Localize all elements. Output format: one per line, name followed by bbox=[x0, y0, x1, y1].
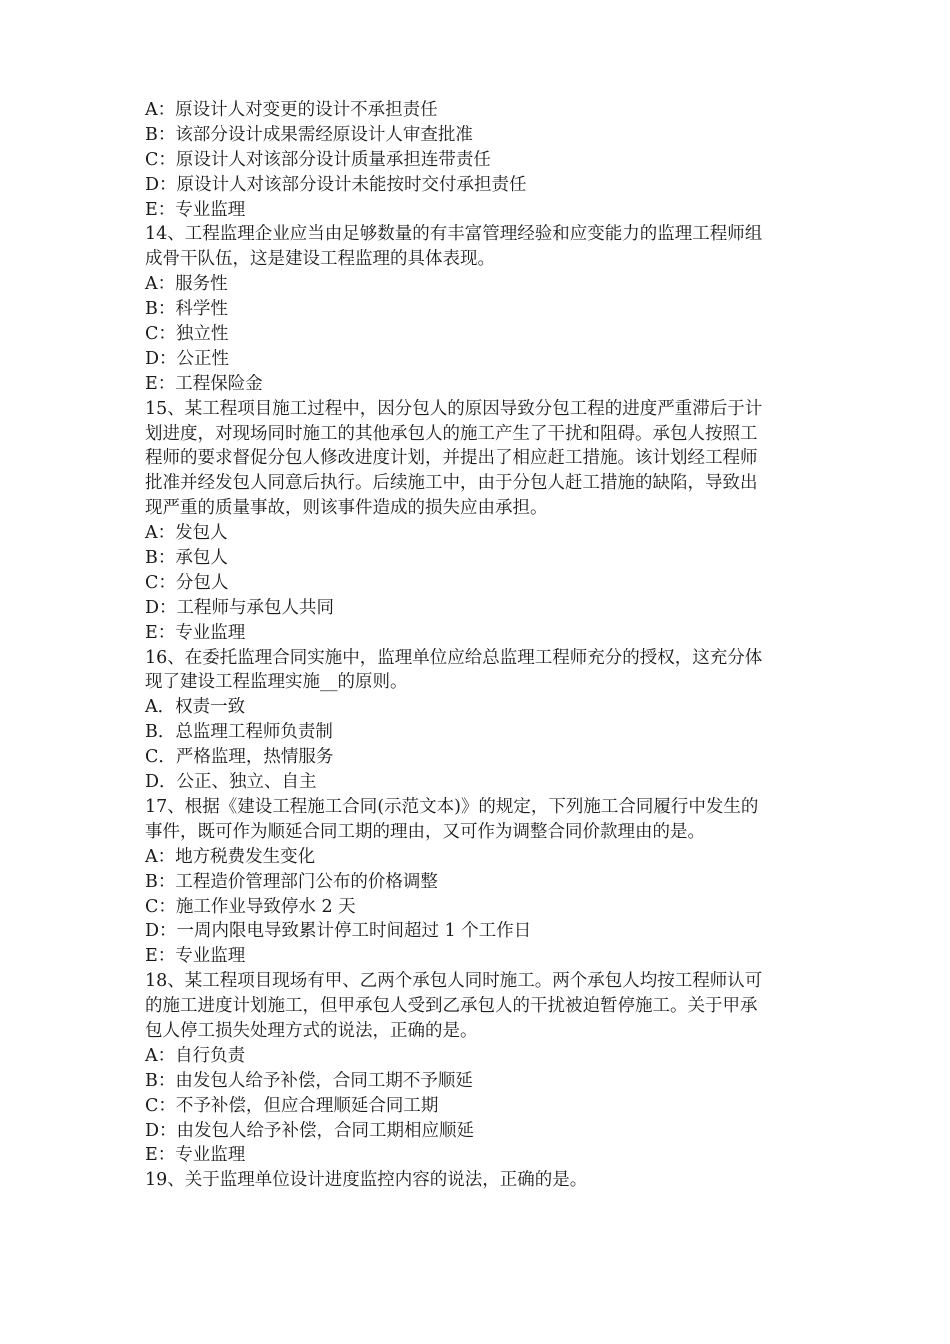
q16-option-d: D．公正、独立、自主 bbox=[145, 772, 317, 793]
q15-text-line-5: 现严重的质量事故，则该事件造成的损失应由承担。 bbox=[145, 498, 548, 519]
q18-option-d: D：由发包人给予补偿，合同工期相应顺延 bbox=[145, 1120, 475, 1141]
q15-option-c: C：分包人 bbox=[145, 572, 229, 593]
q18-text-line-2: 的施工进度计划施工，但甲承包人受到乙承包人的干扰被迫暂停施工。关于甲承 bbox=[145, 996, 758, 1017]
q15-option-d: D：工程师与承包人共同 bbox=[145, 597, 335, 618]
q18-text-line-3: 包人停工损失处理方式的说法，正确的是。 bbox=[145, 1020, 478, 1041]
q18-option-a: A：自行负责 bbox=[145, 1045, 246, 1066]
q17-text-line-2: 事件，既可作为顺延合同工期的理由，又可作为调整合同价款理由的是。 bbox=[145, 821, 705, 842]
q18-text-line-1: 18、某工程项目现场有甲、乙两个承包人同时施工。两个承包人均按工程师认可 bbox=[145, 971, 763, 992]
q16-option-a: A．权责一致 bbox=[145, 697, 246, 718]
q14-option-d: D：公正性 bbox=[145, 348, 230, 369]
q14-option-c: C：独立性 bbox=[145, 324, 229, 345]
document-body bbox=[145, 98, 813, 1193]
q15-text-line-2: 划进度，对现场同时施工的其他承包人的施工产生了干扰和阻碍。承包人按照工 bbox=[145, 423, 758, 444]
q13-option-e: E：专业监理 bbox=[145, 199, 246, 220]
q16-text-line-1: 16、在委托监理合同实施中，监理单位应给总监理工程师充分的授权，这充分体 bbox=[145, 647, 763, 668]
q13-option-d: D：原设计人对该部分设计未能按时交付承担责任 bbox=[145, 174, 527, 195]
q14-text-line-1: 14、工程监理企业应当由足够数量的有丰富管理经验和应变能力的监理工程师组 bbox=[145, 224, 763, 245]
q15-option-e: E：专业监理 bbox=[145, 622, 246, 643]
q17-text-line-1: 17、根据《建设工程施工合同(示范文本)》的规定，下列施工合同履行中发生的 bbox=[145, 796, 759, 817]
q17-option-d: D：一周内限电导致累计停工时间超过 1 个工作日 bbox=[145, 921, 532, 942]
q15-option-b: B：承包人 bbox=[145, 548, 228, 569]
q16-option-b: B．总监理工程师负责制 bbox=[145, 722, 333, 743]
q13-option-b: B：该部分设计成果需经原设计人审查批准 bbox=[145, 124, 473, 145]
q17-option-e: E：专业监理 bbox=[145, 946, 246, 967]
q15-text-line-4: 批准并经发包人同意后执行。后续施工中，由于分包人赶工措施的缺陷，导致出 bbox=[145, 473, 758, 494]
q19-text-line-1: 19、关于监理单位设计进度监控内容的说法，正确的是。 bbox=[145, 1170, 588, 1191]
q18-option-e: E：专业监理 bbox=[145, 1145, 246, 1166]
q18-option-b: B：由发包人给予补偿，合同工期不予顺延 bbox=[145, 1070, 473, 1091]
q15-text-line-1: 15、某工程项目施工过程中，因分包人的原因导致分包工程的进度严重滞后于计 bbox=[145, 398, 763, 419]
q13-option-c: C：原设计人对该部分设计质量承担连带责任 bbox=[145, 149, 491, 170]
q14-option-a: A：服务性 bbox=[145, 274, 228, 295]
q17-option-c: C：施工作业导致停水 2 天 bbox=[145, 896, 356, 917]
q14-option-b: B：科学性 bbox=[145, 299, 228, 320]
q15-option-a: A：发包人 bbox=[145, 523, 228, 544]
q16-option-c: C．严格监理，热情服务 bbox=[145, 747, 334, 768]
q15-text-line-3: 程师的要求督促分包人修改进度计划，并提出了相应赶工措施。该计划经工程师 bbox=[145, 448, 758, 469]
q14-option-e: E：工程保险金 bbox=[145, 373, 263, 394]
q14-text-line-2: 成骨干队伍，这是建设工程监理的具体表现。 bbox=[145, 249, 495, 270]
q17-option-a: A：地方税费发生变化 bbox=[145, 846, 316, 867]
q13-option-a: A：原设计人对变更的设计不承担责任 bbox=[145, 100, 438, 120]
q17-option-b: B：工程造价管理部门公布的价格调整 bbox=[145, 871, 438, 892]
q16-text-line-2: 现了建设工程监理实施__的原则。 bbox=[145, 672, 408, 693]
q18-option-c: C：不予补偿，但应合理顺延合同工期 bbox=[145, 1095, 439, 1116]
